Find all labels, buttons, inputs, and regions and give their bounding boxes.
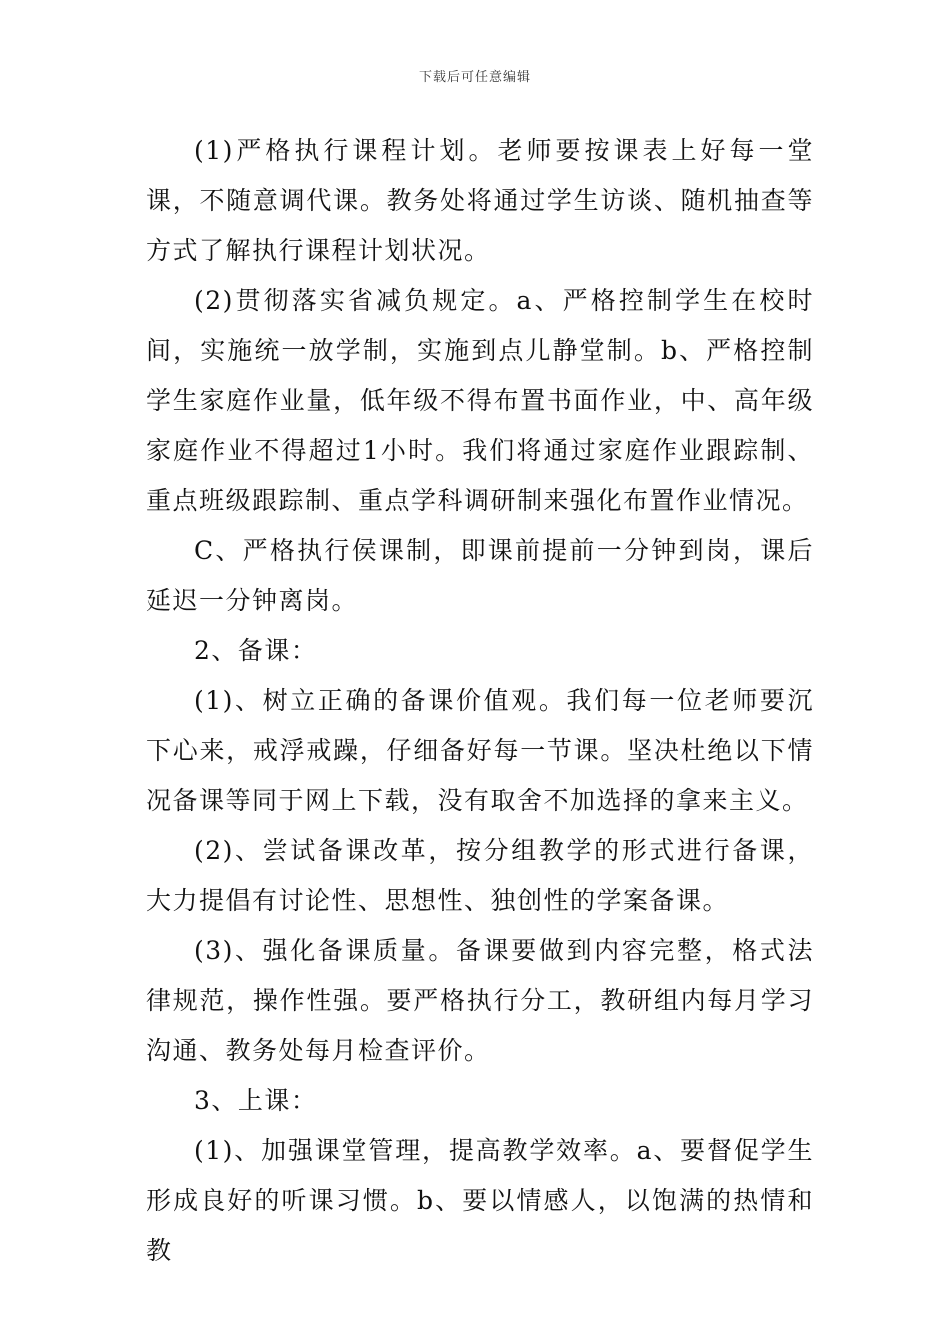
header-note: 下载后可任意编辑 bbox=[418, 70, 531, 85]
paragraph-prep-values: (1)、树立正确的备课价值观。我们每一位老师要沉下心来，戒浮戒躁，仔细备好每一节课。坚决杜绝以下情况备课等同于网上下载，没有取舍不加选择的拿来主义。 bbox=[146, 686, 814, 815]
document-body bbox=[146, 126, 814, 1276]
paragraph-course-plan: (1)严格执行课程计划。老师要按课表上好每一堂课，不随意调代课。教务处将通过学生访谈、随机抽查等方式了解执行课程计划状况。 bbox=[146, 136, 814, 265]
paragraph-prep-quality: (3)、强化备课质量。备课要做到内容完整，格式法律规范，操作性强。要严格执行分工，教研组内每月学习沟通、教务处每月检查评价。 bbox=[146, 936, 814, 1065]
section-heading-lesson-prep: 2、备课： bbox=[194, 636, 318, 665]
section-heading-class: 3、上课： bbox=[194, 1086, 318, 1115]
paragraph-class-management: (1)、加强课堂管理，提高教学效率。a、要督促学生形成良好的听课习惯。b、要以情感人，以饱满的热情和教 bbox=[146, 1136, 814, 1265]
paragraph-prep-reform: (2)、尝试备课改革，按分组教学的形式进行备课，大力提倡有讨论性、思想性、独创性的学案备课。 bbox=[146, 836, 814, 915]
paragraph-waiting-class: C、严格执行侯课制，即课前提前一分钟到岗，课后延迟一分钟离岗。 bbox=[146, 536, 814, 615]
paragraph-burden-reduction: (2)贯彻落实省减负规定。a、严格控制学生在校时间，实施统一放学制，实施到点儿静堂制。b、严格控制学生家庭作业量，低年级不得布置书面作业，中、高年级家庭作业不得超过1小时。我们将通过家庭作业跟踪制、重点班级跟踪制、重点学科调研制来强化布置作业情况。 bbox=[146, 286, 814, 515]
